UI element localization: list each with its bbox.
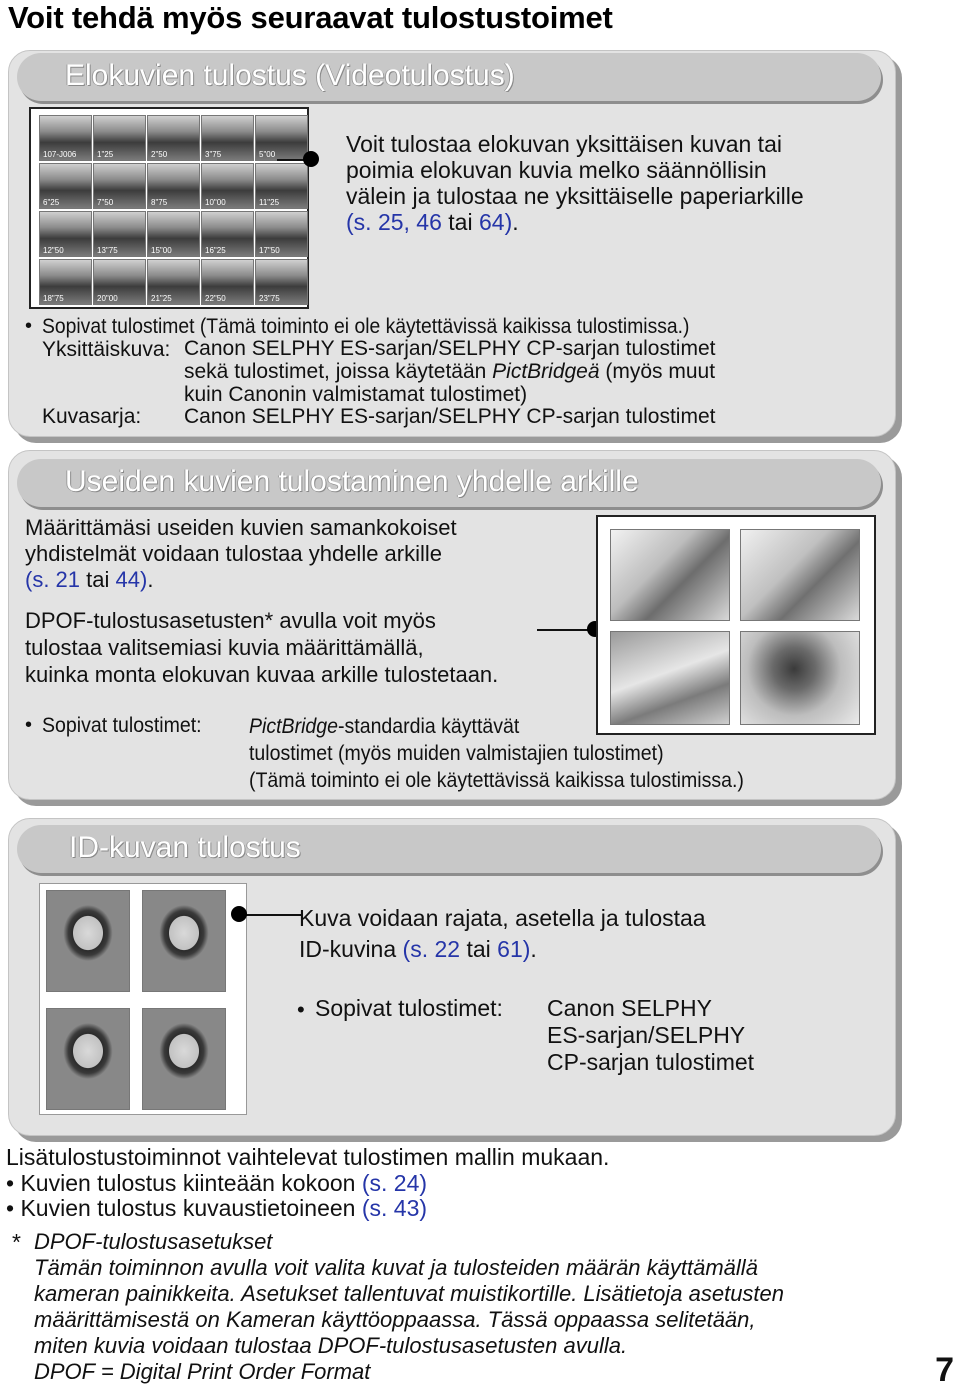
bullet-icon: • bbox=[6, 1195, 21, 1221]
movie-frame-thumb bbox=[93, 163, 146, 209]
movie-printers-line: Sopivat tulostimet (Tämä toiminto ei ole käytettävissä kaikissa tulostimissa.) bbox=[42, 315, 690, 338]
frame-time-label: 11"25 bbox=[259, 198, 280, 207]
movie-frame-thumb bbox=[147, 259, 200, 305]
printer-line: (myös muut bbox=[599, 360, 716, 383]
multi-print-sheet bbox=[596, 515, 876, 735]
section-heading-bar bbox=[17, 459, 881, 507]
footer-bullet-2 bbox=[6, 1195, 427, 1223]
ref-connector: tai bbox=[86, 567, 110, 592]
multi-paragraph-1 bbox=[25, 515, 457, 593]
asterisk-mark: * bbox=[12, 1229, 21, 1255]
multi-paragraph-2 bbox=[25, 607, 498, 688]
id-description bbox=[299, 903, 706, 965]
footer-bullet-1 bbox=[6, 1170, 427, 1198]
section-heading-bar bbox=[17, 53, 881, 101]
text-line: (Tämä toiminto ei ole käytettävissä kaikissa tulostimissa.) bbox=[249, 769, 744, 792]
connector-dot bbox=[231, 906, 247, 922]
photo-palette bbox=[740, 529, 860, 621]
text-line: Kuvien tulostus kuvaustietoineen bbox=[20, 1195, 362, 1221]
text-line: tulostaa valitsemiasi kuvia määrittämällä, bbox=[25, 635, 424, 660]
bullet-icon: • bbox=[25, 714, 33, 736]
frame-time-label: 1"25 bbox=[97, 150, 114, 159]
frame-time-label: 13"75 bbox=[97, 246, 118, 255]
series-printers: Canon SELPHY ES-sarjan/SELPHY CP-sarjan tulostimet bbox=[184, 405, 716, 428]
frame-time-label: 22"50 bbox=[205, 294, 226, 303]
footnote-heading: DPOF-tulostusasetukset bbox=[34, 1229, 273, 1254]
pictbridge-term: PictBridgeä bbox=[492, 360, 600, 383]
id-photo-sheet bbox=[39, 883, 247, 1115]
printer-line: kuin Canonin valmistamat tulostimet) bbox=[184, 383, 528, 406]
movie-frame-thumb bbox=[39, 115, 92, 161]
movie-frame-thumb bbox=[39, 259, 92, 305]
printer-line: Canon SELPHY ES-sarjan/SELPHY CP-sarjan tulostimet bbox=[184, 337, 716, 360]
section-heading-bar bbox=[17, 825, 881, 873]
id-photo-panel bbox=[8, 818, 896, 1136]
text-line: CP-sarjan tulostimet bbox=[547, 1049, 755, 1075]
movie-heading: Elokuvien tulostus (Videotulostus) bbox=[65, 59, 515, 92]
page-ref-link[interactable]: 64) bbox=[472, 209, 513, 235]
multi-printers-value bbox=[249, 713, 744, 794]
frame-time-label: 107-J006 bbox=[43, 150, 77, 159]
page-ref-link[interactable]: (s. 25 bbox=[346, 209, 404, 235]
frame-time-label: 20"00 bbox=[97, 294, 118, 303]
series-label: Kuvasarja: bbox=[42, 405, 142, 428]
frame-time-label: 15"00 bbox=[151, 246, 172, 255]
footer-intro: Lisätulostustoiminnot vaihtelevat tulostimen mallin mukaan. bbox=[6, 1144, 610, 1170]
frame-time-label: 16"25 bbox=[205, 246, 226, 255]
text-line: ES-sarjan/SELPHY bbox=[547, 1022, 746, 1048]
connector-dot bbox=[303, 151, 319, 167]
frame-time-label: 10"00 bbox=[205, 198, 226, 207]
frame-time-label: 2"50 bbox=[151, 150, 168, 159]
page-title: Voit tehdä myös seuraavat tulostustoimet bbox=[8, 0, 613, 35]
text-line: yhdistelmät voidaan tulostaa yhdelle arkille bbox=[25, 541, 443, 566]
movie-desc-line: poimia elokuvan kuvia melko säännöllisin bbox=[346, 157, 767, 183]
movie-desc-line: Voit tulostaa elokuvan yksittäisen kuvan tai bbox=[346, 131, 782, 157]
movie-frame-thumb bbox=[93, 115, 146, 161]
movie-frame-thumb bbox=[39, 163, 92, 209]
text-line: Kuvien tulostus kiinteään kokoon bbox=[20, 1170, 362, 1196]
frame-time-label: 6"25 bbox=[43, 198, 60, 207]
dpof-footnote bbox=[34, 1229, 784, 1385]
ref-period: . bbox=[530, 936, 537, 962]
text-line: ID-kuvina bbox=[299, 936, 403, 962]
movie-frame-thumb bbox=[93, 259, 146, 305]
movie-frame-thumb bbox=[255, 259, 308, 305]
text-line: Canon SELPHY bbox=[547, 995, 712, 1021]
text-line: Määrittämäsi useiden kuvien samankokoiset bbox=[25, 515, 457, 540]
movie-frame-thumb bbox=[93, 211, 146, 257]
frame-time-label: 23"75 bbox=[259, 294, 280, 303]
text-line: miten kuvia voidaan tulostaa DPOF-tulostusasetusten avulla. bbox=[34, 1333, 628, 1358]
id-heading: ID-kuvan tulostus bbox=[69, 831, 301, 864]
id-portrait-photo bbox=[142, 1008, 226, 1110]
bullet-icon: • bbox=[25, 315, 33, 337]
text-line: määrittämisestä on Kameran käyttöoppaassa. Tässä oppaassa selitetään, bbox=[34, 1307, 756, 1332]
multi-heading: Useiden kuvien tulostaminen yhdelle arkille bbox=[65, 465, 639, 498]
movie-frame-thumb bbox=[255, 115, 308, 161]
photo-planner bbox=[610, 631, 730, 725]
text-line: Tämän toiminnon avulla voit valita kuvat ja tulosteiden määrän käyttämällä bbox=[34, 1255, 758, 1280]
frame-time-label: 5"00 bbox=[259, 150, 276, 159]
text-line: DPOF-tulostusasetusten* avulla voit myös bbox=[25, 608, 436, 633]
photo-palette bbox=[610, 529, 730, 621]
single-image-printers bbox=[184, 337, 715, 406]
movie-frame-thumb bbox=[147, 211, 200, 257]
text-line: -standardia käyttävät bbox=[338, 715, 520, 738]
movie-frame-thumb bbox=[255, 211, 308, 257]
photo-flowers bbox=[740, 631, 860, 725]
page-ref-link[interactable]: , 46 bbox=[403, 209, 449, 235]
frame-time-label: 8"75 bbox=[151, 198, 168, 207]
movie-frame-thumb bbox=[201, 115, 254, 161]
frame-time-label: 3"75 bbox=[205, 150, 222, 159]
movie-description bbox=[346, 131, 804, 235]
page-ref-link[interactable]: (s. 21 bbox=[25, 567, 87, 592]
id-portrait-photo bbox=[46, 1008, 130, 1110]
movie-frame-thumb bbox=[201, 259, 254, 305]
ref-connector: tai bbox=[448, 209, 473, 235]
text-line: DPOF = Digital Print Order Format bbox=[34, 1359, 371, 1384]
single-image-label: Yksittäiskuva: bbox=[42, 338, 171, 361]
frame-time-label: 12"50 bbox=[43, 246, 64, 255]
page-ref-link[interactable]: 44) bbox=[109, 567, 148, 592]
text-line: tulostimet (myös muiden valmistajien tulostimet) bbox=[249, 742, 664, 765]
id-printers-value bbox=[547, 995, 754, 1076]
movie-frame-sheet bbox=[29, 107, 309, 309]
printer-line: sekä tulostimet, joissa käytetään bbox=[184, 360, 493, 383]
movie-print-panel bbox=[8, 50, 896, 437]
bullet-icon: • bbox=[6, 1170, 21, 1196]
movie-frame-thumb bbox=[201, 163, 254, 209]
id-portrait-photo bbox=[46, 890, 130, 992]
id-portrait-photo bbox=[142, 890, 226, 992]
page-number: 7 bbox=[935, 1351, 954, 1389]
movie-frame-thumb bbox=[147, 163, 200, 209]
text-line: Kuva voidaan rajata, asetella ja tulostaa bbox=[299, 905, 706, 931]
frame-time-label: 7"50 bbox=[97, 198, 114, 207]
id-printers-label: Sopivat tulostimet: bbox=[315, 995, 503, 1021]
multi-printers-label: Sopivat tulostimet: bbox=[42, 714, 202, 737]
ref-connector: tai bbox=[466, 936, 491, 962]
page-ref-link[interactable]: 61) bbox=[490, 936, 531, 962]
movie-frame-thumb bbox=[39, 211, 92, 257]
frame-time-label: 21"25 bbox=[151, 294, 172, 303]
movie-desc-line: välein ja tulostaa ne yksittäiselle paperiarkille bbox=[346, 183, 804, 209]
frame-time-label: 17"50 bbox=[259, 246, 280, 255]
page-ref-link[interactable]: (s. 43) bbox=[361, 1195, 428, 1221]
ref-period: . bbox=[512, 209, 519, 235]
ref-period: . bbox=[147, 567, 154, 592]
text-line: kuinka monta elokuvan kuvaa arkille tulostetaan. bbox=[25, 662, 499, 687]
text-line: kameran painikkeita. Asetukset tallentuvat muistikortille. Lisätietoja asetusten bbox=[34, 1281, 785, 1306]
movie-frame-thumb bbox=[255, 163, 308, 209]
page-ref-link[interactable]: (s. 24) bbox=[361, 1170, 428, 1196]
pictbridge-term: PictBridge bbox=[249, 715, 339, 738]
multi-image-panel bbox=[8, 450, 896, 800]
movie-frame-thumb bbox=[147, 115, 200, 161]
frame-time-label: 18"75 bbox=[43, 294, 64, 303]
bullet-icon: • bbox=[297, 997, 305, 1022]
page-ref-link[interactable]: (s. 22 bbox=[402, 936, 467, 962]
movie-frame-thumb bbox=[201, 211, 254, 257]
